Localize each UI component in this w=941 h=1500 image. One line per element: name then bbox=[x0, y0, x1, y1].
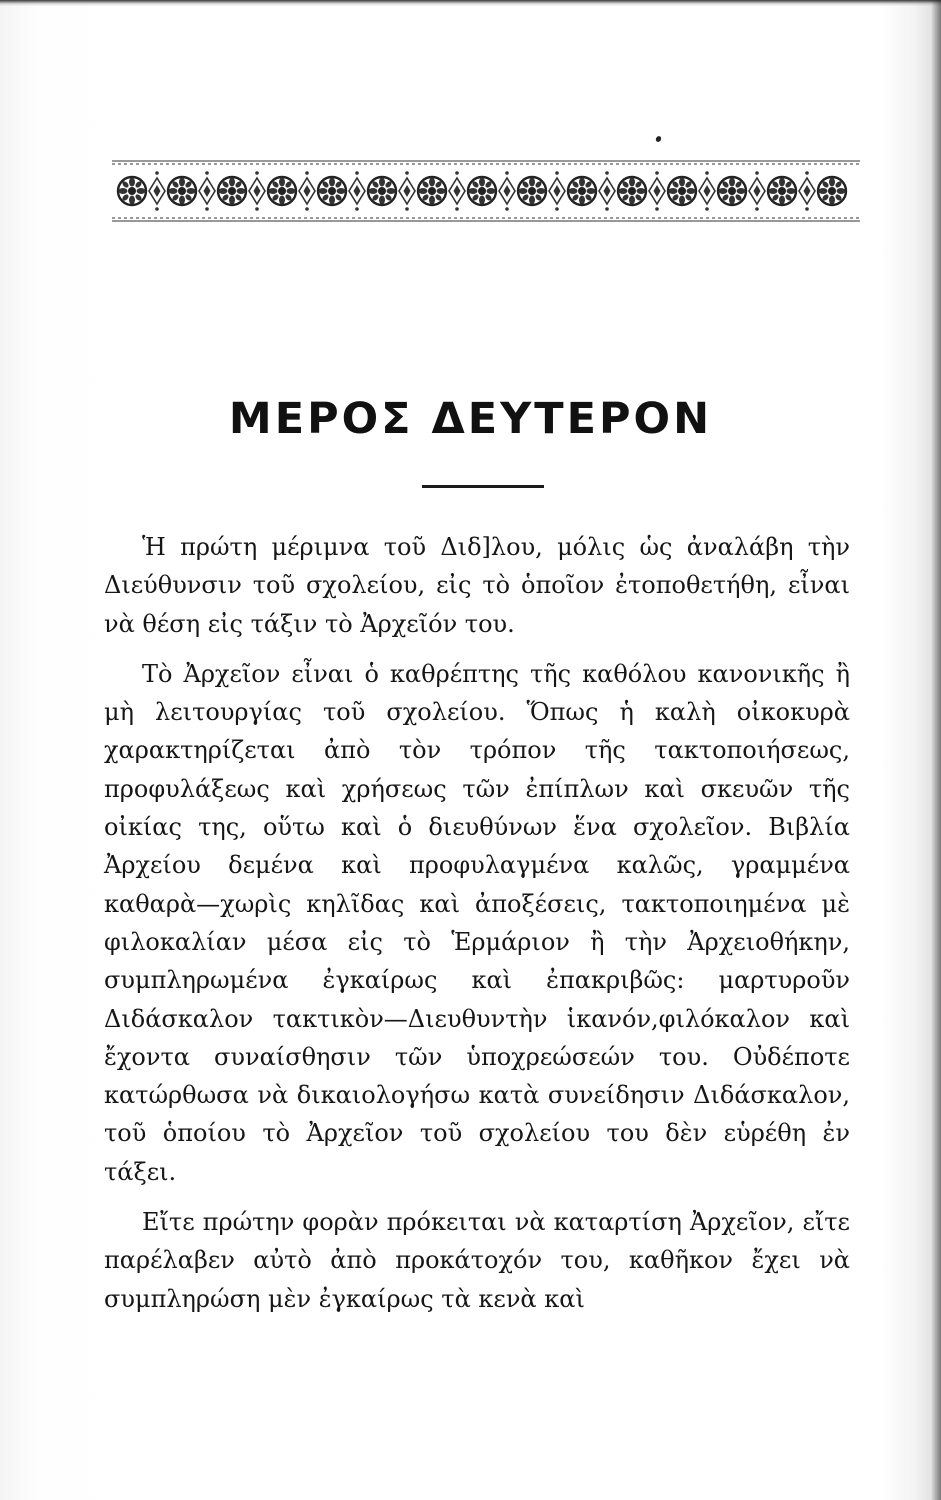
section-title: ΜΕΡΟΣ ΔΕΥΤΕΡΟΝ bbox=[228, 394, 713, 444]
page-top-shadow bbox=[0, 0, 941, 6]
ink-speck bbox=[655, 135, 662, 143]
decorative-header-band bbox=[112, 158, 860, 224]
paragraph-3: Εἴτε πρώτην φορὰν πρόκειται νὰ καταρτίση Ἀρχεῖον, εἴτε παρέλαβεν αὐτὸ ἀπὸ προκάτοχόν του, καθῆκον ἔχει νὰ συμπληρώση μὲν ἐγκαίρως τὰ κενὰ καὶ bbox=[104, 1208, 850, 1313]
body-text bbox=[104, 528, 850, 1318]
paragraph-2: Τὸ Ἀρχεῖον εἶναι ὁ καθρέπτης τῆς καθόλου κανονικῆς ἢ μὴ λειτουργίας τοῦ σχολείου. Ὅπως ἡ καλὴ οἰκοκυρὰ χαρακτηρίζεται ἀπὸ τὸν τρόπον τῆς τακτοποιήσεως, προφυλάξεως καὶ χρήσεως τῶν ἐπίπλων καὶ σκευῶν τῆς οἰκίας της, οὕτω καὶ ὁ διευθύνων ἕνα σχολεῖον. Βιβλία Ἀρχείου δεμένα καὶ προφυλαγμένα καλῶς, γραμμένα καθαρὰ—χωρὶς κηλῖδας καὶ ἀποξέσεις, τακτοποιημένα μὲ φιλοκαλίαν μέσα εἰς τὸ Ἑρμάριον ἢ τὴν Ἀρχειοθήκην, συμπληρωμένα ἐγκαίρως καὶ ἐπακριβῶς: μαρτυροῦν Διδάσκαλον τακτικὸν—Διευθυντὴν ἱκανόν,φιλόκαλον καὶ ἔχοντα συναίσθησιν τῶν ὑποχρεώσεών του. Οὐδέποτε κατώρθωσα νὰ δικαιολογήσω κατὰ συνείδησιν Διδάσκαλον, τοῦ ὁποίου τὸ Ἀρχεῖον τοῦ σχολείου του δὲν εὑρέθη ἐν τάξει. bbox=[104, 659, 850, 1186]
page-right-shadow bbox=[931, 0, 941, 1500]
title-underline-rule bbox=[422, 485, 544, 488]
paragraph-1: Ἡ πρώτη μέριμνα τοῦ Διδ]λου, μόλις ὡς ἀναλάβη τὴν Διεύθυνσιν τοῦ σχολείου, εἰς τὸ ὁποῖον ἐτοποθετήθη, εἶναι νὰ θέση εἰς τάξιν τὸ Ἀρχεῖόν του. bbox=[104, 533, 850, 638]
